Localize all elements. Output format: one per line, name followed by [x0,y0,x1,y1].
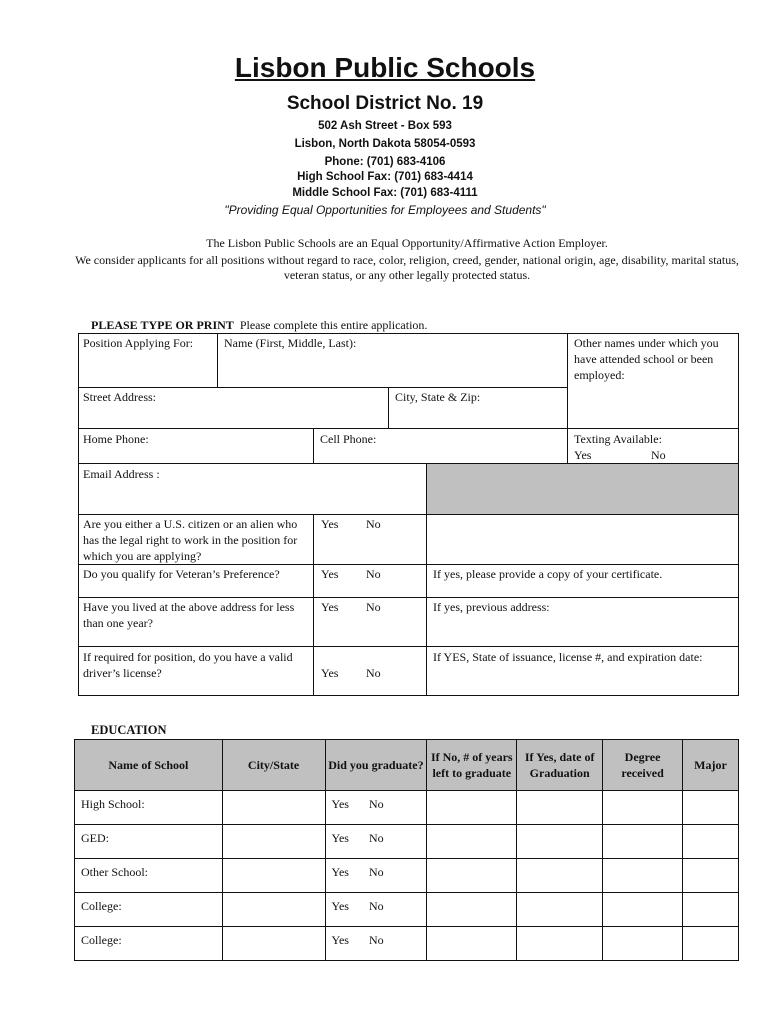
street-address-field[interactable] [78,387,389,429]
graduation-date-cell[interactable] [517,825,603,859]
address-question-cell [78,597,314,647]
table-row [75,893,739,927]
years-left-cell[interactable] [427,927,517,961]
city-state-zip-field[interactable] [388,387,568,429]
degree-cell[interactable] [603,791,683,825]
graduate-cell [325,791,427,825]
graduation-date-cell[interactable] [517,893,603,927]
major-cell[interactable] [683,825,739,859]
years-left-cell[interactable] [427,825,517,859]
license-no[interactable]: No [366,666,381,680]
license-yes[interactable]: Yes [321,666,339,680]
cell-phone-label: Cell Phone: [320,432,377,446]
degree-cell[interactable] [603,927,683,961]
license-question: If required for position, do you have a valid driver’s license? [83,650,293,680]
citizen-question-cell [78,514,314,565]
texting-no[interactable]: No [651,448,666,462]
veteran-answer-cell [313,564,427,598]
veteran-yes[interactable]: Yes [321,567,339,581]
education-table [74,739,739,961]
graduate-no[interactable]: No [368,831,384,845]
degree-cell[interactable] [603,859,683,893]
instructions-text: Please complete this entire application. [239,318,428,332]
header-name-of-school: Name of School [75,740,223,791]
header-degree: Degree received [603,740,683,791]
graduation-date-cell[interactable] [517,927,603,961]
citizen-no[interactable]: No [366,517,381,531]
city-state-cell[interactable] [222,893,325,927]
motto: "Providing Equal Opportunities for Employees and Students" [224,203,546,217]
row-label-college-2: College: [75,927,223,961]
instructions-bold: PLEASE TYPE OR PRINT [91,318,234,332]
cell-phone-field[interactable] [313,428,568,464]
graduate-cell [325,893,427,927]
header-city-state: City/State [222,740,325,791]
position-label: Position Applying For: [83,336,194,350]
license-note: If YES, State of issuance, license #, and expiration date: [433,650,703,664]
street-address-label: Street Address: [83,390,156,404]
graduate-yes[interactable]: Yes [331,831,349,845]
veteran-question: Do you qualify for Veteran’s Preference? [83,567,280,581]
veteran-note: If yes, please provide a copy of your certificate. [433,567,663,581]
graduate-no[interactable]: No [368,933,384,947]
graduation-date-cell[interactable] [517,791,603,825]
major-cell[interactable] [683,927,739,961]
veteran-no[interactable]: No [366,567,381,581]
address-yes[interactable]: Yes [321,600,339,614]
degree-cell[interactable] [603,825,683,859]
email-label: Email Address : [83,467,160,481]
address-no[interactable]: No [366,600,381,614]
name-field[interactable] [217,333,568,388]
citizen-answer-cell [313,514,427,565]
ms-fax-line: Middle School Fax: (701) 683-4111 [292,187,478,199]
citizen-blank-cell [426,514,739,565]
instructions [91,317,427,333]
hs-fax-line: High School Fax: (701) 683-4414 [297,171,473,183]
graduate-no[interactable]: No [368,797,384,811]
header-major: Major [683,740,739,791]
address-note: If yes, previous address: [433,600,550,614]
texting-field[interactable] [567,428,739,464]
education-header-row [75,740,739,791]
graduate-cell [325,927,427,961]
graduate-yes[interactable]: Yes [331,933,349,947]
district-title: School District No. 19 [286,93,484,114]
education-title: EDUCATION [91,723,167,737]
city-state-cell[interactable] [222,859,325,893]
graduation-date-cell[interactable] [517,859,603,893]
phone-line: Phone: (701) 683-4106 [324,156,446,168]
name-label: Name (First, Middle, Last): [224,336,357,350]
veteran-question-cell [78,564,314,598]
shaded-cell [426,463,739,515]
table-row [75,825,739,859]
table-row [75,859,739,893]
citizen-question: Are you either a U.S. citizen or an alien who has the legal right to work in the position for which you are applying? [83,517,298,563]
graduate-yes[interactable]: Yes [331,865,349,879]
graduate-yes[interactable]: Yes [331,899,349,913]
home-phone-field[interactable] [78,428,314,464]
texting-yes[interactable]: Yes [574,448,592,462]
major-cell[interactable] [683,791,739,825]
degree-cell[interactable] [603,893,683,927]
address-line-1: 502 Ash Street - Box 593 [318,120,452,132]
eeo-statement-1: The Lisbon Public Schools are an Equal Opportunity/Affirmative Action Employer. [206,236,608,250]
table-row [75,927,739,961]
license-note-cell[interactable] [426,646,739,696]
years-left-cell[interactable] [427,791,517,825]
major-cell[interactable] [683,893,739,927]
position-field[interactable] [78,333,218,388]
major-cell[interactable] [683,859,739,893]
row-label-high-school: High School: [75,791,223,825]
years-left-cell[interactable] [427,893,517,927]
license-question-cell [78,646,314,696]
texting-label: Texting Available: [574,432,662,446]
citizen-yes[interactable]: Yes [321,517,339,531]
home-phone-label: Home Phone: [83,432,149,446]
address-question: Have you lived at the above address for less than one year? [83,600,295,630]
email-field[interactable] [78,463,427,515]
other-names-field[interactable] [567,333,739,429]
license-answer-cell [313,646,427,696]
address-note-cell[interactable] [426,597,739,647]
header-years-left: If No, # of years left to graduate [427,740,517,791]
row-label-college: College: [75,893,223,927]
city-state-zip-label: City, State & Zip: [395,390,481,404]
veteran-note-cell [426,564,739,598]
row-label-ged: GED: [75,825,223,859]
city-state-cell[interactable] [222,927,325,961]
other-names-label: Other names under which you have attended school or been employed: [574,336,719,382]
row-label-other-school: Other School: [75,859,223,893]
table-row [75,791,739,825]
address-line-2: Lisbon, North Dakota 58054-0593 [294,138,476,150]
graduate-no[interactable]: No [368,865,384,879]
graduate-cell [325,859,427,893]
graduate-yes[interactable]: Yes [331,797,349,811]
header-did-graduate: Did you graduate? [325,740,427,791]
city-state-cell[interactable] [222,791,325,825]
city-state-cell[interactable] [222,825,325,859]
graduate-no[interactable]: No [368,899,384,913]
header-graduation-date: If Yes, date of Graduation [517,740,603,791]
eeo-statement-2: We consider applicants for all positions without regard to race, color, religion, creed, gender, national origin, age, disability, marital status, veteran status, or any other legally protected status. [75,253,739,282]
years-left-cell[interactable] [427,859,517,893]
graduate-cell [325,825,427,859]
school-name-title: Lisbon Public Schools [234,52,536,83]
address-answer-cell [313,597,427,647]
